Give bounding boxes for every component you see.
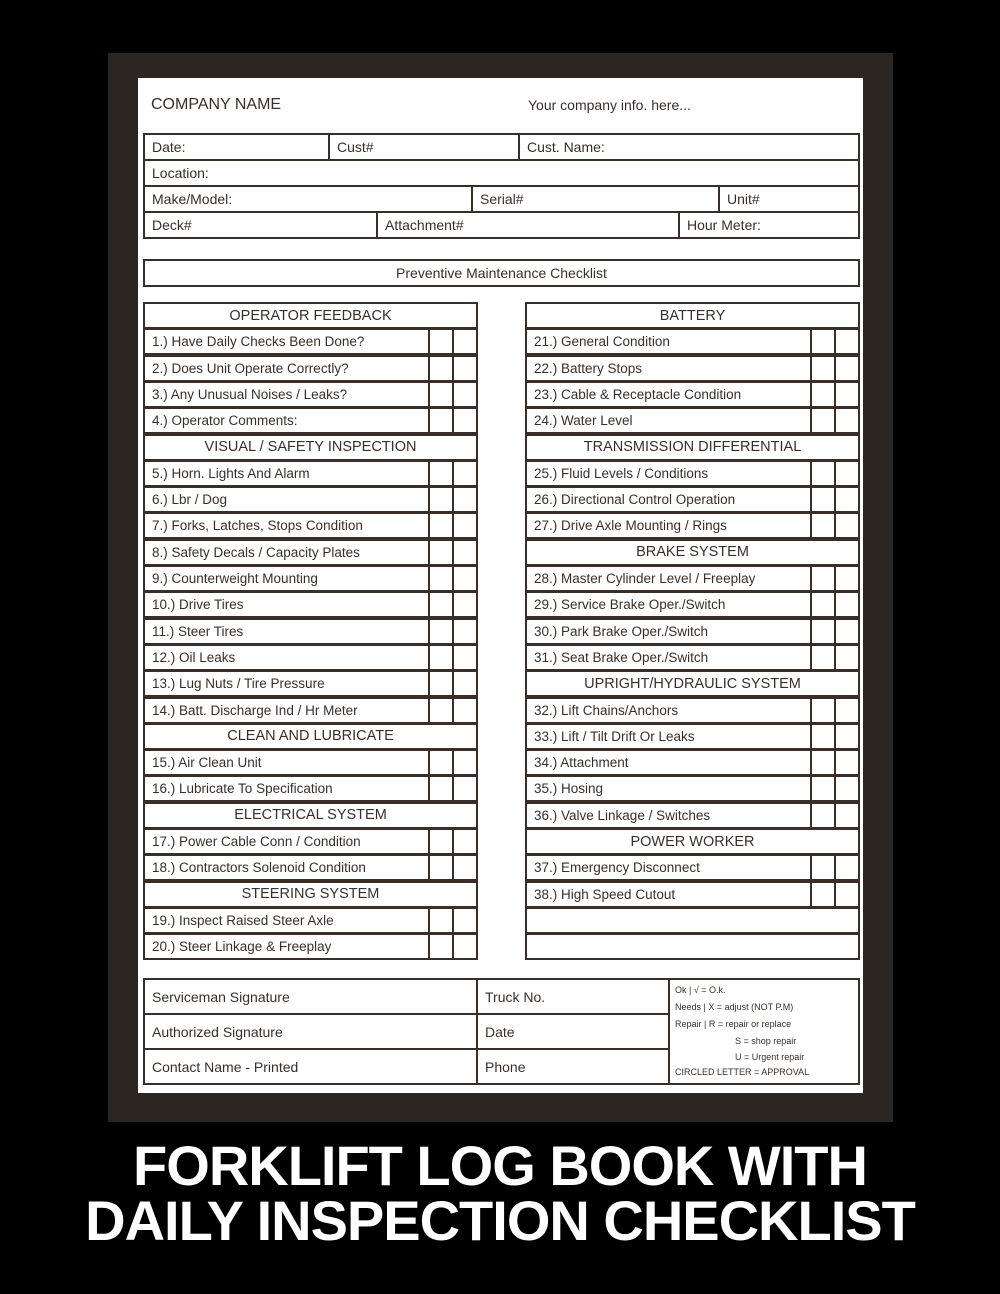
checkbox[interactable] <box>428 488 452 511</box>
checkbox[interactable] <box>452 383 476 406</box>
checklist-item <box>525 749 860 776</box>
checklist-item <box>525 591 860 618</box>
checkbox[interactable] <box>452 909 476 932</box>
checkbox[interactable] <box>428 699 452 722</box>
checkbox[interactable] <box>834 751 858 774</box>
item-label: 37.) Emergency Disconnect <box>534 860 700 876</box>
checkbox[interactable] <box>810 409 834 432</box>
checkbox[interactable] <box>810 725 834 748</box>
checklist-item <box>525 512 860 539</box>
item-label: 30.) Park Brake Oper./Switch <box>534 623 709 639</box>
cust-name-field: Cust. Name: <box>518 133 860 161</box>
checkbox[interactable] <box>834 883 858 906</box>
checkbox[interactable] <box>452 541 476 564</box>
section-header: OPERATOR FEEDBACK <box>143 302 478 329</box>
checkbox[interactable] <box>834 804 858 827</box>
item-label: 31.) Seat Brake Oper./Switch <box>534 649 709 665</box>
checkbox[interactable] <box>834 462 858 485</box>
checkbox[interactable] <box>834 514 858 537</box>
section-header: POWER WORKER <box>525 828 860 855</box>
checklist-item <box>143 775 478 802</box>
checkbox[interactable] <box>810 751 834 774</box>
checkbox[interactable] <box>834 777 858 800</box>
checkbox[interactable] <box>810 856 834 879</box>
checkbox[interactable] <box>810 462 834 485</box>
checkbox[interactable] <box>810 777 834 800</box>
checklist-item <box>143 381 478 408</box>
checklist-item <box>143 697 478 724</box>
checklist-item <box>143 591 478 618</box>
checklist-item <box>525 854 860 881</box>
checkbox[interactable] <box>428 357 452 380</box>
checkbox[interactable] <box>428 330 452 353</box>
checkbox[interactable] <box>810 383 834 406</box>
checkbox[interactable] <box>452 409 476 432</box>
item-label: 13.) Lug Nuts / Tire Pressure <box>152 676 325 692</box>
checkbox[interactable] <box>452 751 476 774</box>
checkbox[interactable] <box>428 935 452 958</box>
item-label: 3.) Any Unusual Noises / Leaks? <box>152 386 348 402</box>
checkbox[interactable] <box>810 646 834 669</box>
item-label: 35.) Hosing <box>534 781 604 797</box>
checklist-item <box>143 460 478 487</box>
checkbox[interactable] <box>428 409 452 432</box>
checkbox[interactable] <box>452 856 476 879</box>
item-label: 22.) Battery Stops <box>534 360 643 376</box>
item-label: 7.) Forks, Latches, Stops Condition <box>152 518 363 534</box>
checklist-item <box>143 486 478 513</box>
checklist-item <box>143 644 478 671</box>
attachment-field: Attachment# <box>376 211 680 239</box>
section-header: TRANSMISSION DIFFERENTIAL <box>525 434 860 461</box>
deck-field: Deck# <box>143 211 378 239</box>
company-info: Your company info. here... <box>528 97 691 113</box>
item-label: 14.) Batt. Discharge Ind / Hr Meter <box>152 702 358 718</box>
item-label: 5.) Horn. Lights And Alarm <box>152 465 310 481</box>
item-label: 8.) Safety Decals / Capacity Plates <box>152 544 360 560</box>
item-label: 2.) Does Unit Operate Correctly? <box>152 360 349 376</box>
checklist-item <box>143 407 478 434</box>
checklist-item <box>143 854 478 881</box>
serviceman-signature: Serviceman Signature <box>143 978 478 1015</box>
cust-field: Cust# <box>328 133 520 161</box>
item-label: 24.) Water Level <box>534 413 633 429</box>
checkbox[interactable] <box>834 593 858 616</box>
checklist-item <box>143 670 478 697</box>
checkbox[interactable] <box>810 330 834 353</box>
checkbox[interactable] <box>810 357 834 380</box>
checkbox[interactable] <box>428 462 452 485</box>
checkbox[interactable] <box>834 856 858 879</box>
checkbox[interactable] <box>428 909 452 932</box>
item-label: 4.) Operator Comments: <box>152 413 298 429</box>
checklist-item <box>525 775 860 802</box>
checklist-item <box>143 565 478 592</box>
checkbox[interactable] <box>834 699 858 722</box>
checklist-title: Preventive Maintenance Checklist <box>143 259 860 287</box>
item-label: 17.) Power Cable Conn / Condition <box>152 834 361 849</box>
checklist-item <box>525 723 860 750</box>
item-label: 9.) Counterweight Mounting <box>152 571 318 586</box>
empty-row <box>525 933 860 960</box>
checkbox[interactable] <box>810 488 834 511</box>
unit-field: Unit# <box>718 185 860 213</box>
checkbox[interactable] <box>810 514 834 537</box>
checklist-item <box>525 565 860 592</box>
legend-line: CIRCLED LETTER = APPROVAL <box>675 1067 810 1077</box>
legend-line: Needs | X = adjust (NOT P.M) <box>675 1002 794 1012</box>
checklist-item <box>143 907 478 934</box>
hour-meter-field: Hour Meter: <box>678 211 860 239</box>
item-label: 6.) Lbr / Dog <box>152 492 228 508</box>
checklist-item <box>143 328 478 355</box>
checkbox[interactable] <box>428 514 452 537</box>
checkbox[interactable] <box>810 883 834 906</box>
legend-line: S = shop repair <box>735 1036 797 1046</box>
checklist-item <box>525 407 860 434</box>
item-label: 10.) Drive Tires <box>152 597 244 613</box>
checkbox[interactable] <box>452 620 476 643</box>
item-label: 23.) Cable & Receptacle Condition <box>534 386 742 402</box>
item-label: 16.) Lubricate To Specification <box>152 781 333 797</box>
item-label: 20.) Steer Linkage & Freeplay <box>152 939 332 955</box>
checkbox[interactable] <box>428 830 452 853</box>
checklist-item <box>525 618 860 645</box>
checkbox[interactable] <box>428 541 452 564</box>
checkbox[interactable] <box>452 593 476 616</box>
section-header: UPRIGHT/HYDRAULIC SYSTEM <box>525 670 860 697</box>
section-header: ELECTRICAL SYSTEM <box>143 802 478 829</box>
checkbox[interactable] <box>810 567 834 590</box>
section-header: BRAKE SYSTEM <box>525 539 860 566</box>
checkbox[interactable] <box>452 357 476 380</box>
checkbox[interactable] <box>428 383 452 406</box>
item-label: 36.) Valve Linkage / Switches <box>534 807 711 823</box>
checkbox[interactable] <box>834 488 858 511</box>
checklist-item <box>143 828 478 855</box>
item-label: 12.) Oil Leaks <box>152 649 236 665</box>
item-label: 1.) Have Daily Checks Been Done? <box>152 334 365 350</box>
checkbox[interactable] <box>452 935 476 958</box>
checklist-item <box>525 802 860 829</box>
checkbox[interactable] <box>428 751 452 774</box>
company-name: COMPANY NAME <box>151 96 282 113</box>
checkbox[interactable] <box>810 699 834 722</box>
phone: Phone <box>476 1048 670 1085</box>
checkbox[interactable] <box>834 383 858 406</box>
checkbox[interactable] <box>452 567 476 590</box>
contact-name: Contact Name - Printed <box>143 1048 478 1085</box>
checkbox[interactable] <box>452 672 476 695</box>
checkbox[interactable] <box>428 646 452 669</box>
checkbox[interactable] <box>428 593 452 616</box>
item-label: 21.) General Condition <box>534 334 670 350</box>
item-label: 29.) Service Brake Oper./Switch <box>534 597 726 613</box>
item-label: 33.) Lift / Tilt Drift Or Leaks <box>534 728 695 744</box>
item-label: 25.) Fluid Levels / Conditions <box>534 465 709 481</box>
checkbox[interactable] <box>428 777 452 800</box>
checkbox[interactable] <box>452 330 476 353</box>
checkbox[interactable] <box>452 488 476 511</box>
serial-field: Serial# <box>471 185 720 213</box>
checklist-item <box>143 618 478 645</box>
checkbox[interactable] <box>810 620 834 643</box>
checkbox[interactable] <box>452 777 476 800</box>
checkbox[interactable] <box>834 567 858 590</box>
item-label: 34.) Attachment <box>534 755 629 771</box>
checklist-item <box>525 328 860 355</box>
book-title-line1: FORKLIFT LOG BOOK WITH <box>133 1134 867 1197</box>
checkbox[interactable] <box>452 830 476 853</box>
section-header: VISUAL / SAFETY INSPECTION <box>143 434 478 461</box>
authorized-signature: Authorized Signature <box>143 1013 478 1050</box>
item-label: 27.) Drive Axle Mounting / Rings <box>534 518 727 534</box>
location-field: Location: <box>143 159 860 187</box>
checklist-item <box>525 355 860 382</box>
footer-date: Date <box>476 1013 670 1050</box>
checklist-item <box>525 881 860 908</box>
section-header: STEERING SYSTEM <box>143 881 478 908</box>
item-label: 28.) Master Cylinder Level / Freeplay <box>534 571 756 586</box>
checkbox[interactable] <box>428 856 452 879</box>
checkbox[interactable] <box>810 593 834 616</box>
checklist-item <box>525 381 860 408</box>
checklist-item <box>143 539 478 566</box>
checkbox[interactable] <box>834 357 858 380</box>
checklist-item <box>525 486 860 513</box>
item-label: 32.) Lift Chains/Anchors <box>534 702 679 718</box>
item-label: 26.) Directional Control Operation <box>534 492 736 508</box>
legend-line: U = Urgent repair <box>735 1052 805 1062</box>
checklist-item <box>525 697 860 724</box>
checkbox[interactable] <box>428 672 452 695</box>
checkbox[interactable] <box>452 646 476 669</box>
item-label: 38.) High Speed Cutout <box>534 886 676 902</box>
legend-line: Repair | R = repair or replace <box>675 1019 792 1029</box>
checkbox[interactable] <box>452 462 476 485</box>
checkbox[interactable] <box>834 620 858 643</box>
checkbox[interactable] <box>452 699 476 722</box>
checklist-item <box>143 933 478 960</box>
item-label: 15.) Air Clean Unit <box>152 755 262 771</box>
truck-no: Truck No. <box>476 978 670 1015</box>
checkbox[interactable] <box>452 514 476 537</box>
checkbox[interactable] <box>834 330 858 353</box>
section-header: BATTERY <box>525 302 860 329</box>
checkbox[interactable] <box>428 567 452 590</box>
checklist-item <box>525 460 860 487</box>
checklist-item <box>143 749 478 776</box>
checkbox[interactable] <box>834 409 858 432</box>
make-model-field: Make/Model: <box>143 185 473 213</box>
item-label: 19.) Inspect Raised Steer Axle <box>152 912 334 928</box>
checkbox[interactable] <box>834 725 858 748</box>
checkbox[interactable] <box>428 620 452 643</box>
section-header: CLEAN AND LUBRICATE <box>143 723 478 750</box>
checklist-item <box>143 512 478 539</box>
book-title-line2: DAILY INSPECTION CHECKLIST <box>85 1189 915 1252</box>
item-label: 11.) Steer Tires <box>152 623 244 639</box>
checklist-item <box>525 644 860 671</box>
empty-row <box>525 907 860 934</box>
checkbox[interactable] <box>834 646 858 669</box>
legend-line: Ok | √ = O.k. <box>675 985 726 995</box>
checklist-item <box>143 355 478 382</box>
item-label: 18.) Contractors Solenoid Condition <box>152 860 366 876</box>
checkbox[interactable] <box>810 804 834 827</box>
date-field: Date: <box>143 133 330 161</box>
legend-box <box>668 978 860 1085</box>
